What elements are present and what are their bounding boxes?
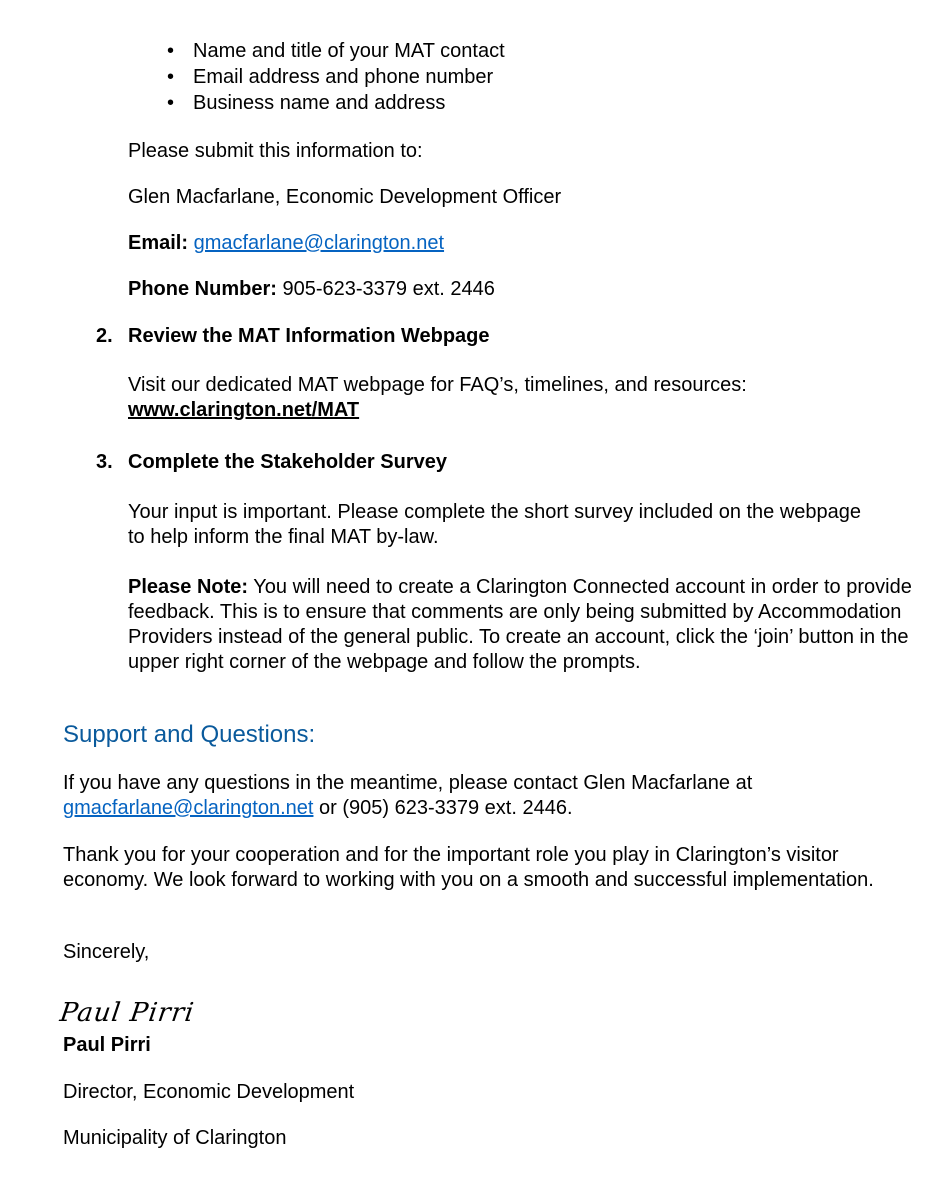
support-text-after: or (905) 623-3379 ext. 2446. (319, 797, 573, 819)
step3-title: Complete the Stakeholder Survey (128, 451, 447, 473)
organization: Municipality of Clarington (63, 1127, 287, 1149)
phone-number: 905-623-3379 ext. 2446 (282, 278, 495, 300)
note-label: Please Note: (128, 576, 249, 598)
email-label: Email: (128, 232, 189, 254)
email-line (128, 231, 444, 256)
support-text-before: If you have any questions in the meantime, please contact Glen Macfarlane at (63, 772, 753, 794)
please-note (128, 575, 913, 675)
bullet-text: Email address and phone number (193, 66, 494, 88)
email-link[interactable]: gmacfarlane@clarington.net (193, 232, 445, 254)
bullet-item: • Business name and address (167, 92, 446, 114)
bullet-item: • Email address and phone number (167, 66, 494, 88)
signature-image: Paul Pirri (57, 998, 197, 1028)
thanks-paragraph: Thank you for your cooperation and for the important role you play in Clarington’s visitor economy. We look forward to working with you on a smooth and successful implementation. (63, 844, 874, 891)
contact-name: Glen Macfarlane, Economic Development Officer (128, 186, 562, 208)
bullet-text: Business name and address (193, 92, 446, 114)
signer-title: Director, Economic Development (63, 1081, 355, 1103)
phone-label: Phone Number: (128, 278, 277, 300)
bullet-text: Name and title of your MAT contact (193, 40, 505, 62)
closing: Sincerely, (63, 941, 150, 963)
step2-text: Visit our dedicated MAT webpage for FAQ’s, timelines, and resources: (128, 374, 747, 396)
step2-title: Review the MAT Information Webpage (128, 325, 490, 347)
signer-name: Paul Pirri (63, 1034, 151, 1056)
step2-number: 2. (96, 325, 113, 347)
bullet-item: • Name and title of your MAT contact (167, 40, 505, 62)
step3-text: Your input is important. Please complete the short survey included on the webpage to help inform the final MAT by-law. (128, 501, 862, 548)
mat-webpage-link[interactable]: www.clarington.net/MAT (128, 399, 360, 421)
support-heading: Support and Questions: (63, 721, 316, 748)
support-email-link[interactable]: gmacfarlane@clarington.net (63, 797, 314, 819)
phone-line (128, 277, 495, 302)
step3-number: 3. (96, 451, 113, 473)
support-text (63, 771, 923, 821)
submit-intro: Please submit this information to: (128, 140, 423, 162)
note-text: You will need to create a Clarington Connected account in order to provide feedback. This is to ensure that comments are only being submitted by Accommodation Providers instead of the general public. To create an account, click the ‘join’ button in the upper right corner of the webpage and follow the prompts. (128, 576, 912, 673)
